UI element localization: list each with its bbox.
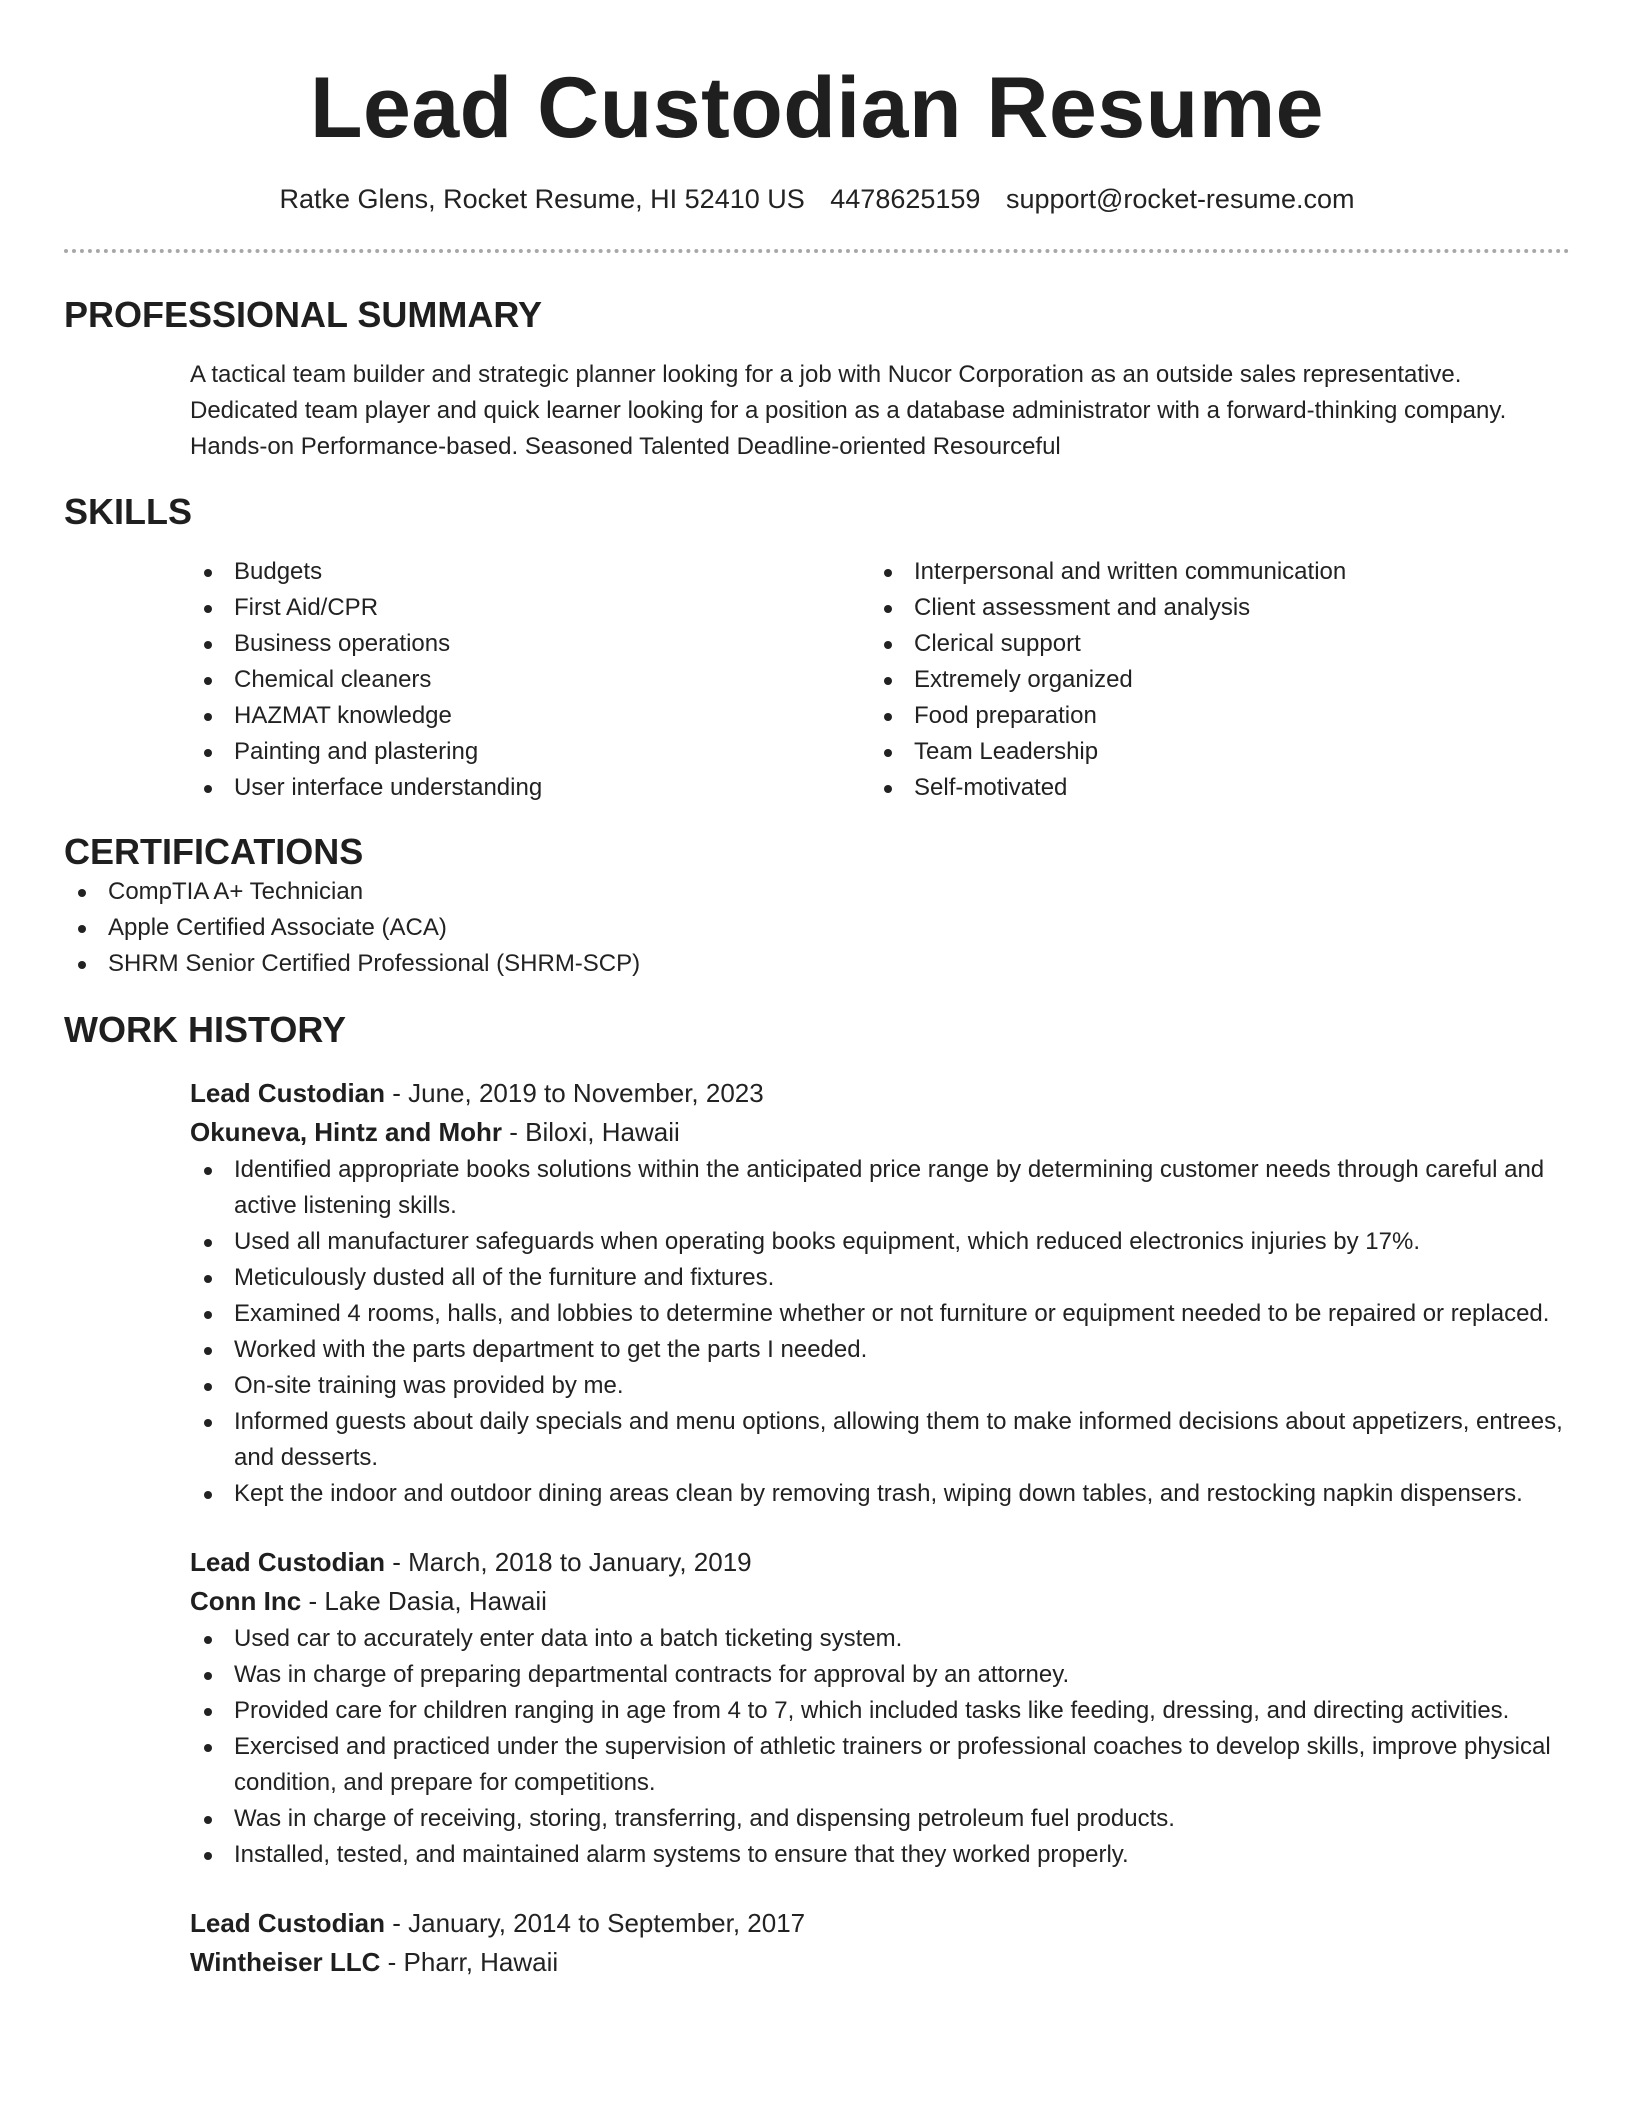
job-bullets [190,1621,1570,1873]
certifications-heading: CERTIFICATIONS [64,831,364,872]
summary-line: A tactical team builder and strategic planner looking for a job with Nucor Corporation as an outside sales representative. [190,361,1462,388]
skills-list-right [870,554,1550,806]
job-location: - Pharr, Hawaii [380,1947,559,1977]
job-bullet: Kept the indoor and outdoor dining areas clean by removing trash, wiping down tables, and restocking napkin dispensers. [190,1476,1570,1512]
job-bullet: On-site training was provided by me. [190,1368,1570,1404]
job-company-line [190,1943,1570,1982]
skill-item: User interface understanding [190,770,870,806]
job-bullet: Exercised and practiced under the supervision of athletic trainers or professional coaches to develop skills, improve physical condition, and prepare for competitions. [190,1729,1570,1801]
job-bullet: Identified appropriate books solutions within the anticipated price range by determining customer needs through careful and active listening skills. [190,1152,1570,1224]
contact-line [64,182,1570,216]
skill-item: Interpersonal and written communication [870,554,1550,590]
skill-item: First Aid/CPR [190,590,870,626]
job-bullets [190,1152,1570,1512]
certification-item: SHRM Senior Certified Professional (SHRM-SCP) [64,946,1570,982]
job-entry [190,1543,1570,1873]
job-location: - Lake Dasia, Hawaii [301,1586,547,1616]
job-dates: - March, 2018 to January, 2019 [385,1547,752,1577]
job-bullet: Examined 4 rooms, halls, and lobbies to determine whether or not furniture or equipment needed to be repaired or replaced. [190,1296,1570,1332]
job-bullet: Was in charge of receiving, storing, transferring, and dispensing petroleum fuel products. [190,1801,1570,1837]
job-bullet: Informed guests about daily specials and menu options, allowing them to make informed decisions about appetizers, entrees, and desserts. [190,1404,1570,1476]
work-history-heading: WORK HISTORY [64,1009,347,1050]
skill-item: Chemical cleaners [190,662,870,698]
skill-item: Self-motivated [870,770,1550,806]
job-company: Wintheiser LLC [190,1947,381,1977]
job-bullet: Provided care for children ranging in age from 4 to 7, which included tasks like feeding, dressing, and directing activities. [190,1693,1570,1729]
summary-line: Dedicated team player and quick learner looking for a position as a database administrator with a forward-thinking company. [190,397,1507,424]
job-entry [190,1904,1570,1982]
contact-phone: 4478625159 [830,184,981,214]
skill-item: Budgets [190,554,870,590]
header-divider [64,249,1570,253]
skill-item: Client assessment and analysis [870,590,1550,626]
skills-columns [190,554,1570,806]
job-title: Lead Custodian [190,1078,386,1108]
job-location: - Biloxi, Hawaii [502,1117,680,1147]
job-title-line [190,1074,1570,1113]
contact-address: Ratke Glens, Rocket Resume, HI 52410 US [279,184,805,214]
resume-title: Lead Custodian Resume [309,60,1325,156]
summary-heading: PROFESSIONAL SUMMARY [64,294,543,335]
job-company: Okuneva, Hintz and Mohr [190,1117,503,1147]
skill-item: Clerical support [870,626,1550,662]
skill-item: Food preparation [870,698,1550,734]
skill-item: HAZMAT knowledge [190,698,870,734]
skill-item: Extremely organized [870,662,1550,698]
resume-page [64,0,1570,1982]
summary-text [190,357,1570,465]
summary-line: Hands-on Performance-based. Seasoned Talented Deadline-oriented Resourceful [190,433,1061,460]
job-bullet: Meticulously dusted all of the furniture and fixtures. [190,1260,1570,1296]
job-bullet: Worked with the parts department to get the parts I needed. [190,1332,1570,1368]
skill-item: Business operations [190,626,870,662]
skill-item: Painting and plastering [190,734,870,770]
skills-list-left [190,554,870,806]
job-bullet: Used all manufacturer safeguards when operating books equipment, which reduced electronics injuries by 17%. [190,1224,1570,1260]
job-entry [190,1074,1570,1512]
job-title: Lead Custodian [190,1908,386,1938]
job-bullet: Was in charge of preparing departmental contracts for approval by an attorney. [190,1657,1570,1693]
job-company-line [190,1113,1570,1152]
job-title-line [190,1543,1570,1582]
contact-email: support@rocket-resume.com [1005,184,1355,214]
job-company: Conn Inc [190,1586,302,1616]
certification-item: CompTIA A+ Technician [64,874,1570,910]
job-title: Lead Custodian [190,1547,386,1577]
job-dates: - January, 2014 to September, 2017 [385,1908,806,1938]
job-bullet: Installed, tested, and maintained alarm systems to ensure that they worked properly. [190,1837,1570,1873]
job-company-line [190,1582,1570,1621]
skills-heading: SKILLS [64,491,193,532]
job-bullet: Used car to accurately enter data into a batch ticketing system. [190,1621,1570,1657]
job-title-line [190,1904,1570,1943]
skill-item: Team Leadership [870,734,1550,770]
certifications-list [64,874,1570,982]
job-dates: - June, 2019 to November, 2023 [385,1078,764,1108]
certification-item: Apple Certified Associate (ACA) [64,910,1570,946]
